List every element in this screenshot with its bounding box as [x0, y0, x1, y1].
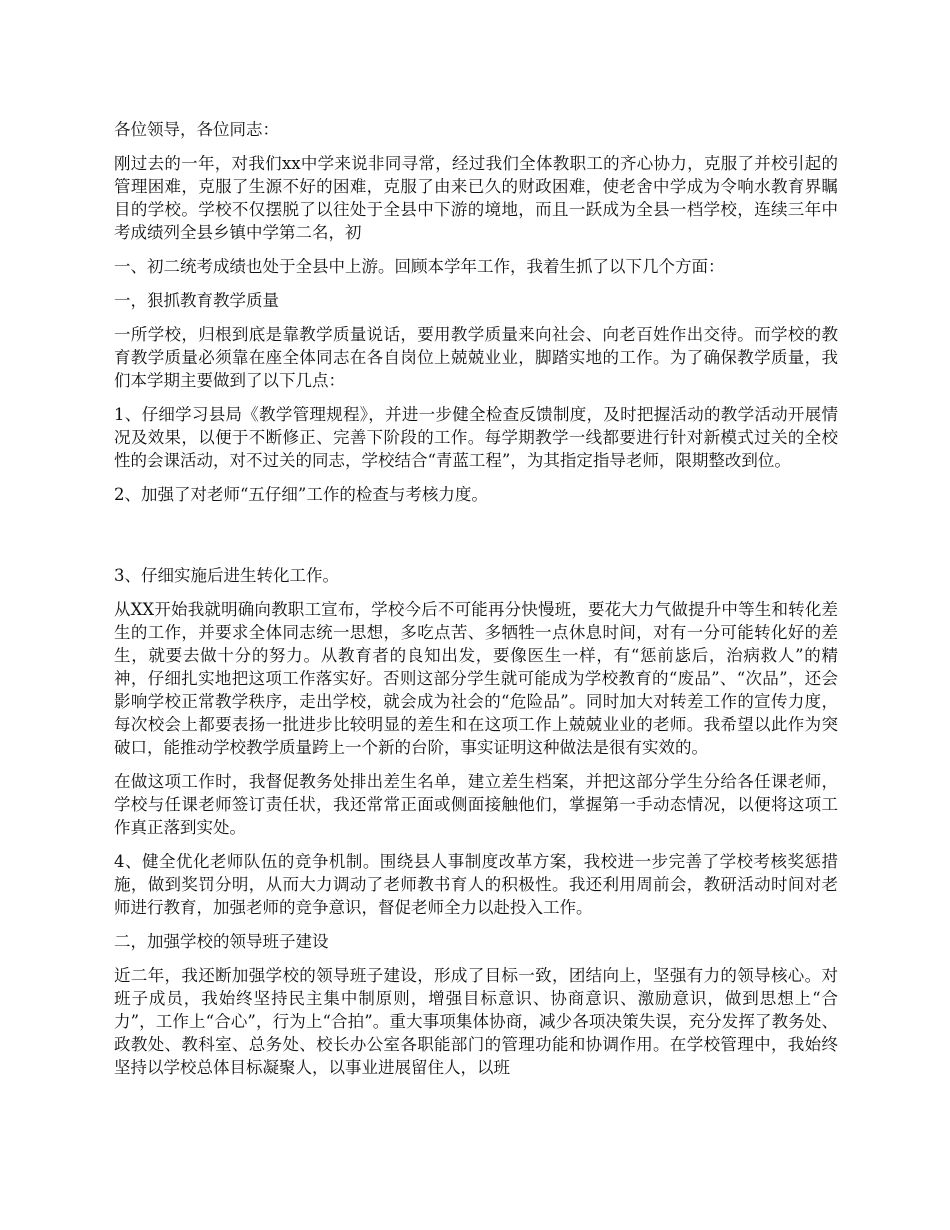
list-item-3: 3、仔细实施后进生转化工作。 [114, 566, 339, 585]
section-heading-2: 二，加强学校的领导班子建设 [114, 932, 329, 951]
paragraph-transform: 从XX开始我就明确向教职工宣布，学校今后不可能再分快慢班，要花大力气做提升中等生和转化差生的工作，并要求全体同志统一思想，多吃点苦、多牺牲一点休息时间，对有一分可能转化好的差生，就要去做十分的努力。从教育者的良知出发，要像医生一样，有“惩前毖后，治病救人”的精神，仔细扎实地把这项工作落实好。否则这部分学生就可能成为学校教育的“废品”、“次品”，还会影响学校正常教学秩序，走出学校，就会成为社会的“危险品”。同时加大对转差工作的宣传力度，每次校会上都要表扬一批进步比较明显的差生和在这项工作上兢兢业业的老师。我希望以此作为突破口，能推动学校教学质量跨上一个新的台阶，事实证明这种做法是很有实效的。 [114, 600, 838, 757]
section-heading-1: 一，狠抓教育教学质量 [114, 291, 279, 310]
document-body [114, 118, 838, 1090]
blank-spacer [114, 517, 838, 564]
paragraph-leadership: 近二年，我还断加强学校的领导班子建设，形成了目标一致，团结向上，坚强有力的领导核心。对班子成员，我始终坚持民主集中制原则，增强目标意识、协商意识、激励意识，做到思想上“合力”，工作上“合心”，行为上“合拍”。重大事项集体协商，减少各项决策失误，充分发挥了教务处、政教处、教科室、总务处、校长办公室各职能部门的管理功能和协调作用。在学校管理中，我始终坚持以学校总体目标凝聚人，以事业进展留住人，以班 [114, 966, 838, 1077]
list-item-4: 4、健全优化老师队伍的竞争机制。围绕县人事制度改革方案，我校进一步完善了学校考核奖惩措施，做到奖罚分明，从而大力调动了老师教书育人的积极性。我还利用周前会，教研活动时间对老师进行教育，加强老师的竞争意识，督促老师全力以赴投入工作。 [114, 852, 838, 917]
paragraph-supervise: 在做这项工作时，我督促教务处排出差生名单，建立差生档案，并把这部分学生分给各任课老师，学校与任课老师签订责任状，我还常常正面或侧面接触他们，掌握第一手动态情况，以便将这项工作真正落到实处。 [114, 772, 838, 837]
paragraph-quality: 一所学校，归根到底是靠教学质量说话，要用教学质量来向社会、向老百姓作出交待。而学校的教育教学质量必须靠在座全体同志在各自岗位上兢兢业业，脚踏实地的工作。为了确保教学质量，我们本学期主要做到了以下几点： [114, 325, 838, 390]
salutation: 各位领导，各位同志： [114, 120, 279, 139]
paragraph-intro: 刚过去的一年，对我们xx中学来说非同寻常，经过我们全体教职工的齐心协力，克服了并校引起的管理困难，克服了生源不好的困难，克服了由来已久的财政困难，使老舍中学成为令响水教育界瞩目的学校。学校不仅摆脱了以往处于全县中下游的境地，而且一跃成为全县一档学校，连续三年中考成绩列全县乡镇中学第二名，初 [114, 154, 838, 242]
paragraph-review: 一、初二统考成绩也处于全县中上游。回顾本学年工作，我着生抓了以下几个方面： [114, 257, 725, 276]
list-item-2: 2、加强了对老师“五仔细”工作的检查与考核力度。 [114, 485, 488, 504]
list-item-1: 1、仔细学习县局《教学管理规程》，并进一步健全检查反馈制度，及时把握活动的教学活动开展情况及效果，以便于不断修正、完善下阶段的工作。每学期教学一线都要进行针对新模式过关的全校性的会课活动，对不过关的同志，学校结合“青蓝工程”，为其指定指导老师，限期整改到位。 [114, 405, 838, 470]
